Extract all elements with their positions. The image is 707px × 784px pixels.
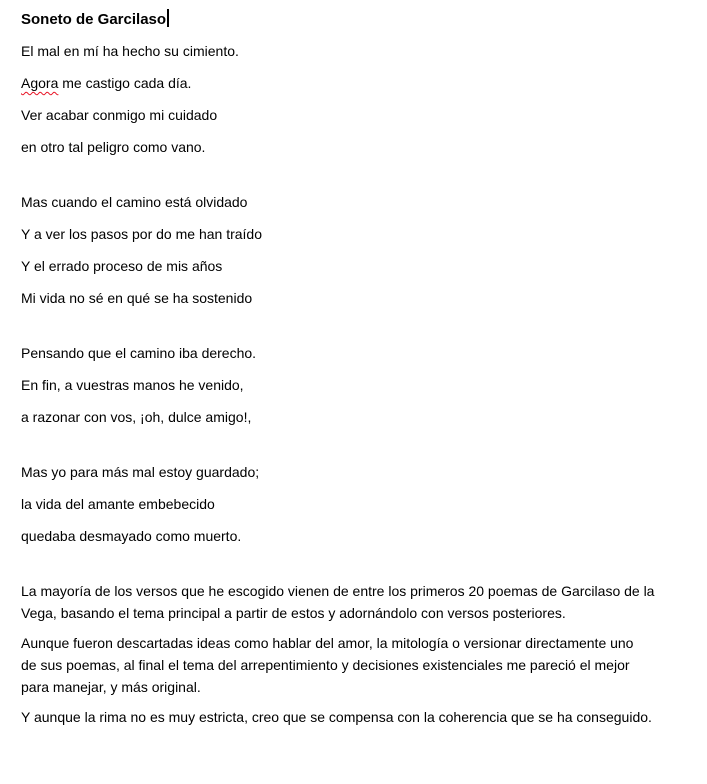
paragraph-line[interactable]: Y aunque la rima no es muy estricta, creo que se compensa con la coherencia que se ha conseguido.: [21, 709, 652, 725]
paragraph-line[interactable]: para manejar, y más original.: [21, 679, 201, 695]
poem-line[interactable]: Mas cuando el camino está olvidado: [21, 194, 248, 210]
misspelled-word[interactable]: Agora: [21, 75, 59, 91]
poem-line[interactable]: Pensando que el camino iba derecho.: [21, 345, 257, 361]
poem-line[interactable]: Y el errado proceso de mis años: [21, 258, 223, 274]
poem-line[interactable]: En fin, a vuestras manos he venido,: [21, 377, 244, 393]
poem-line[interactable]: a razonar con vos, ¡oh, dulce amigo!,: [21, 409, 252, 425]
commentary-paragraph-3: [21, 706, 671, 728]
commentary-paragraph-1: [21, 580, 671, 624]
poem-line[interactable]: Y a ver los pasos por do me han traído: [21, 226, 262, 242]
paragraph-line[interactable]: Vega, basando el tema principal a partir de estos y adornándolo con versos posteriores.: [21, 605, 566, 621]
poem-line[interactable]: quedaba desmayado como muerto.: [21, 528, 242, 544]
document-title-text: Soneto de Garcilaso: [21, 11, 167, 28]
poem-line[interactable]: en otro tal peligro como vano.: [21, 139, 206, 155]
poem-line-text: me castigo cada día.: [58, 75, 192, 91]
poem-stanza-2: [21, 191, 671, 310]
commentary-paragraph-2: [21, 632, 671, 698]
poem-line[interactable]: El mal en mí ha hecho su cimiento.: [21, 43, 239, 59]
document-title[interactable]: [21, 8, 671, 31]
paragraph-line[interactable]: de sus poemas, al final el tema del arrepentimiento y decisiones existenciales me pareció el mejor: [21, 657, 630, 673]
poem-stanza-1: [21, 40, 671, 159]
poem-line[interactable]: Mas yo para más mal estoy guardado;: [21, 464, 260, 480]
poem-stanza-4: [21, 461, 671, 548]
poem-stanza-3: [21, 342, 671, 429]
poem-line[interactable]: la vida del amante embebecido: [21, 496, 215, 512]
paragraph-line[interactable]: Aunque fueron descartadas ideas como hablar del amor, la mitología o versionar directamente uno: [21, 635, 634, 651]
poem-line[interactable]: [21, 72, 671, 95]
paragraph-line[interactable]: La mayoría de los versos que he escogido vienen de entre los primeros 20 poemas de Garcilaso de la: [21, 583, 655, 599]
poem-line[interactable]: Ver acabar conmigo mi cuidado: [21, 107, 218, 123]
text-cursor-caret: [167, 9, 169, 27]
poem-line[interactable]: Mi vida no sé en qué se ha sostenido: [21, 290, 253, 306]
